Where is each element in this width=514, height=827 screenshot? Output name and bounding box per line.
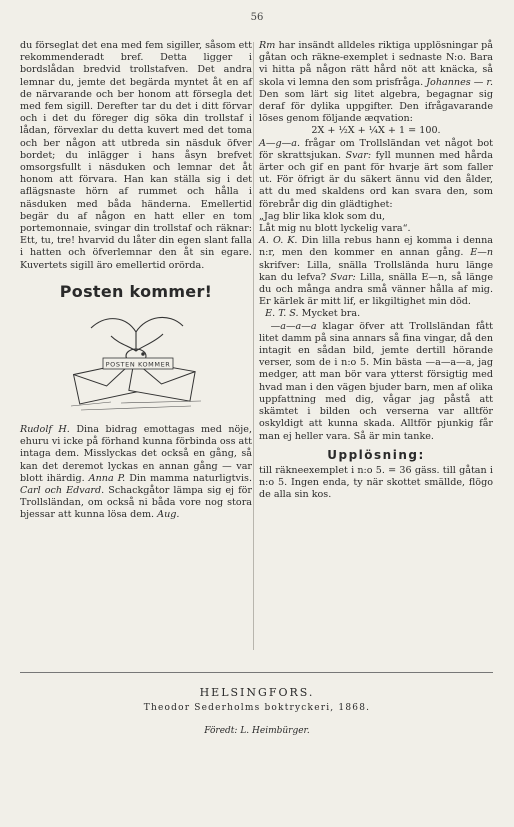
answer-text: fyll munnen med hårda ärter och gif en pant för hvarje ärt som faller ut. För öfrigt är du säkert ännu vid den ålder, att du med skaldens ord kan svara den, som förebrår dig din glädtighet: xyxy=(259,149,493,210)
reply-text: Den som lärt sig litet algebra, begagnar sig deraf för dylika uppgifter. Den ifrågavarande löses genom följande æqvation: xyxy=(259,88,493,125)
right-reply-4 xyxy=(259,235,493,308)
left-text-top: du förseglat det ena med fem sigiller, såsom ett rekommenderadt bref. Detta ligger i bordslådan bredvid trollstafven. Det andra lemnar du, jemte det begärda myntet åt en af de närvarande och ber honom att försegla det med fem sigill. Derefter tar du det i ditt förvar och i det du föreger dig söka din trollstaf i lådan, förvexlar du detta kuvert med det toma och ber någon att utbreda sin näsduk öfver bordet; du inlägger i hans åsyn brefvet omsorgsfullt i näsduken och lemnar det åt honom att förvara. Han kan ställa sig i det aflägsnaste hörn af rummet och hålla i näsduken med båda händerna. Emellertid begär du af någon en hatt eller en tom portemonnaie, svingar din trollstaf och räknar: Ett, tu, tre! hvarvid du låter din egen slant falla i hatten och öfverlemnar den åt sin egare. Kuvertets sigill äro emellertid orörda. xyxy=(20,40,252,271)
reply-name: E—n xyxy=(470,247,493,259)
reply-text: Dina bidrag emottagas med nöje, ehuru vi icke på förhand kunna förbinda oss att intaga dem. Misslyckas det också en gång, så kan det deremot lyckas en annan gång — var blott ihärdig. xyxy=(20,424,253,484)
right-reply-6 xyxy=(259,308,493,320)
reply-name: A. O. K. xyxy=(259,235,298,247)
reply-name: —a—a—a xyxy=(270,320,317,332)
right-reply-7 xyxy=(259,321,493,443)
reply-text: har insändt alldeles riktiga upplösningar på gåtan och räkne-exemplet i sednaste N:o. Bara vi hitta på någon rätt hård nöt att knäcka, så skola vi lemna den som prisfråga. xyxy=(259,40,493,88)
reply-name: Aug. xyxy=(157,509,180,521)
reply-text: skrifver: Lilla, snälla Trollsländа huru länge kan du lefva? xyxy=(259,259,493,283)
banner-text: POSTEN KOMMER xyxy=(105,360,171,369)
page-number: 56 xyxy=(250,12,264,23)
answer-label: Svar: xyxy=(345,149,372,161)
footer-printer: Theodor Sederholms boktryckeri, 1868. xyxy=(143,703,371,713)
right-reply-3 xyxy=(259,138,493,211)
left-replies xyxy=(20,424,252,522)
hatching xyxy=(71,401,201,410)
poem-line: „Jag blir lika klok som du, xyxy=(259,210,386,222)
column-divider xyxy=(253,42,254,650)
reply-text: frågar om Trollsländan vet något bot för skrattsjukan. xyxy=(259,137,493,161)
reply-text: Din mamma naturligtvis. xyxy=(125,472,252,484)
reply-text: Schackgåtor lämpa sig ej för Trollsländan, om också ni båda vore nog stora bjessar att kunna lösa dem. xyxy=(20,485,252,521)
equation: 2X + ½X + ¼X + 1 = 100. xyxy=(311,125,441,137)
reply-text: Din lilla rebus hann ej komma i denna n:r, men den kommer en annan gång. xyxy=(259,235,493,259)
reply-name: Johannes — r. xyxy=(426,76,493,88)
footer-city: HELSINGFORS. xyxy=(199,686,315,699)
reply-name: Rudolf H. xyxy=(20,424,70,436)
mail-illustration xyxy=(51,306,221,416)
reply-name: E. T. S. xyxy=(265,308,299,320)
reply-name: Rm xyxy=(259,40,276,51)
dove-drawing xyxy=(91,318,183,364)
reply-name: Carl och Edvard. xyxy=(20,485,105,497)
reply-name: A—g—a. xyxy=(259,137,301,149)
answer-label: Svar: xyxy=(330,271,356,283)
right-reply-1 xyxy=(259,40,493,125)
footer-editor: Föredt: L. Heimbürger. xyxy=(204,726,310,736)
right-column xyxy=(259,40,493,502)
reply-text: Mycket bra. xyxy=(298,308,361,320)
solution-text: till räkneexemplet i n:o 5. = 36 gäss. till gåtan i n:o 5. Ingen enda, ty när skottet smällde, flögo de alla sin kos. xyxy=(259,464,493,501)
section-heading: Posten kommer! xyxy=(59,281,213,301)
poem-line: Låt mig nu blott lyckelig vara“. xyxy=(259,223,411,235)
solution-heading: Upplösning: xyxy=(327,447,425,462)
reply-name: Anna P. xyxy=(88,472,126,484)
answer-text: Lilla, snälla E—n, så länge du och många andra små vänner hålla af mig. Er kärlek är mitt lif, er likgiltighet min död. xyxy=(259,271,493,308)
left-column xyxy=(20,40,252,522)
footer-rule-top xyxy=(20,672,493,673)
reply-text: klagar öfver att Trollsländan fått litet damm på sina annars så fina vingar, då den intagit en sådan bild, jemte dertill hörande verser, som de i n:o 5. Min bästa —a—a—a, jag medger, att man bör vara ytterst försigtig med hvad man i den vägen bjuder barn, men af olika uppfattning med dig, vågar jag påstå att skämtet i bilden och verserna var alltför oskyldigt att kunna skada. Alltför pjunkig får man ej heller vara. Så är min tanke. xyxy=(259,320,493,442)
